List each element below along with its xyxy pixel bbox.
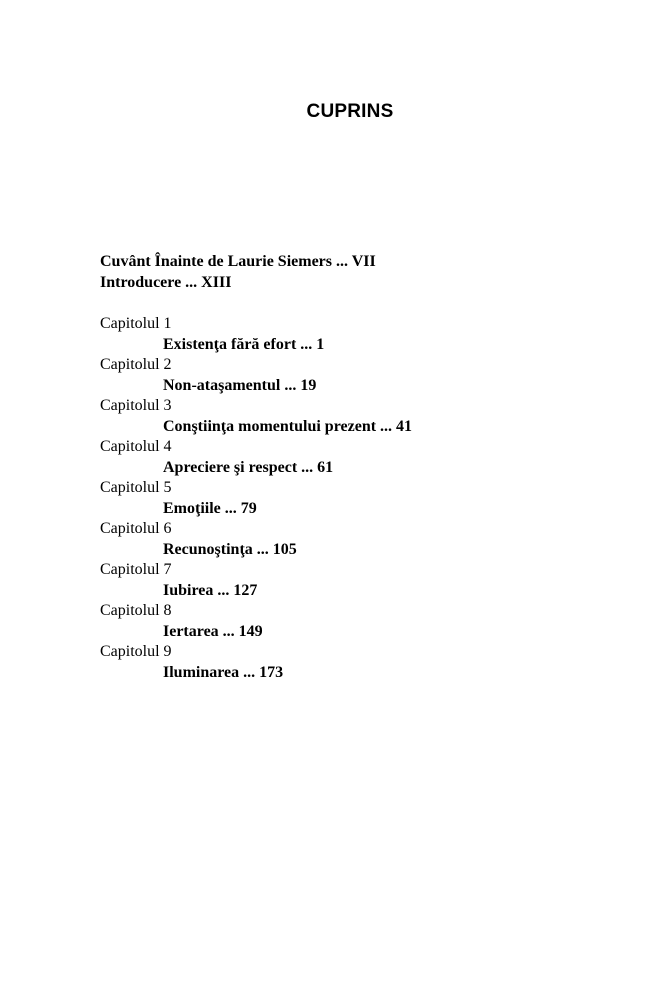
toc-chapter-9: [100, 642, 600, 683]
chapter-title: Non-ataşamentul ... 19: [163, 376, 317, 394]
chapter-label: Capitolul 5: [100, 479, 172, 496]
toc-entry-foreword: Cuvânt Înainte de Laurie Siemers ... VII: [100, 253, 376, 270]
chapter-title: Iubirea ... 127: [163, 581, 258, 599]
chapter-title: Iertarea ... 149: [163, 622, 263, 640]
toc-chapter-5: [100, 478, 600, 519]
chapter-label: Capitolul 4: [100, 438, 172, 455]
chapter-label: Capitolul 9: [100, 643, 172, 660]
chapter-title: Recunoştinţa ... 105: [163, 540, 297, 558]
chapter-label: Capitolul 3: [100, 397, 172, 414]
toc-spacer: [100, 293, 600, 314]
toc-chapter-1: [100, 314, 600, 355]
chapter-title: Conştiinţa momentului prezent ... 41: [163, 417, 413, 435]
toc-chapter-2: [100, 355, 600, 396]
toc-chapter-3: [100, 396, 600, 437]
chapter-label: Capitolul 8: [100, 602, 172, 619]
chapter-label: Capitolul 2: [100, 356, 172, 373]
toc-chapter-8: [100, 601, 600, 642]
toc-chapter-4: [100, 437, 600, 478]
toc-chapter-6: [100, 519, 600, 560]
toc-chapter-7: [100, 560, 600, 601]
chapter-label: Capitolul 1: [100, 315, 172, 332]
toc-entry-introduction: Introducere ... XIII: [100, 273, 232, 291]
chapter-title: Apreciere şi respect ... 61: [163, 458, 334, 476]
page-title: CUPRINS: [306, 101, 394, 122]
chapter-title: Existenţa fără efort ... 1: [163, 335, 325, 353]
chapter-label: Capitolul 6: [100, 520, 172, 537]
chapter-title: Iluminarea ... 173: [163, 663, 284, 681]
table-of-contents: [100, 252, 600, 683]
chapter-label: Capitolul 7: [100, 561, 172, 578]
chapter-title: Emoţiile ... 79: [163, 499, 257, 517]
